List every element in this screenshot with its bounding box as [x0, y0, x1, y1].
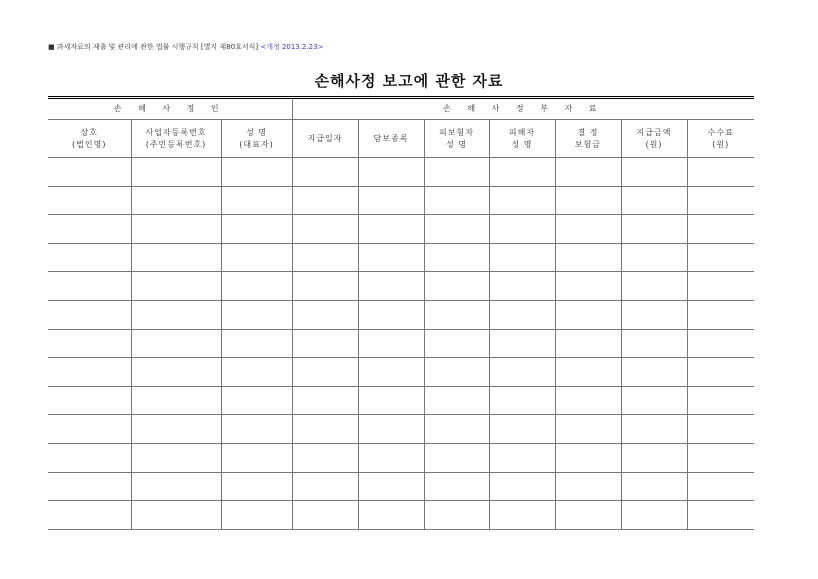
table-cell[interactable]	[221, 329, 292, 358]
table-cell[interactable]	[221, 386, 292, 415]
table-cell[interactable]	[621, 501, 687, 530]
table-row	[48, 243, 754, 272]
table-row	[48, 215, 754, 244]
table-cell[interactable]	[489, 358, 555, 387]
regulation-reference: 과세자료의 제출 및 관리에 관한 법률 시행규칙 [별지 제80호서식]	[56, 43, 259, 51]
table-cell[interactable]	[424, 272, 489, 301]
table-cell[interactable]	[621, 272, 687, 301]
column-header-line2: (주민등록번호)	[145, 139, 207, 149]
table-cell[interactable]	[131, 358, 221, 387]
table-cell[interactable]	[131, 501, 221, 530]
table-cell[interactable]	[621, 443, 687, 472]
table-cell[interactable]	[358, 472, 424, 501]
table-cell[interactable]	[221, 501, 292, 530]
column-header-line1: 피해자	[508, 127, 536, 137]
table-cell[interactable]	[358, 158, 424, 187]
table-cell[interactable]	[48, 158, 131, 187]
column-header-line2: 성 명	[511, 139, 533, 149]
table-row	[48, 501, 754, 530]
table-cell[interactable]	[221, 186, 292, 215]
column-header-line1: 상호	[80, 127, 98, 137]
table-cell[interactable]	[221, 158, 292, 187]
table-cell[interactable]	[424, 300, 489, 329]
table-body	[48, 158, 754, 530]
table-cell[interactable]	[221, 243, 292, 272]
table-cell[interactable]	[621, 472, 687, 501]
table-cell[interactable]	[221, 272, 292, 301]
table-cell[interactable]	[489, 186, 555, 215]
column-header-line2: 보험금	[574, 139, 602, 149]
table-cell[interactable]	[358, 329, 424, 358]
table-cell[interactable]	[292, 186, 358, 215]
column-header	[292, 120, 358, 158]
table-cell[interactable]	[424, 243, 489, 272]
table-cell[interactable]	[621, 415, 687, 444]
table-row	[48, 358, 754, 387]
column-header-line1: 수수료	[707, 127, 734, 137]
group-header-row	[48, 98, 754, 120]
table-cell[interactable]	[687, 443, 754, 472]
form-reference-note	[48, 42, 323, 52]
table-cell[interactable]	[621, 158, 687, 187]
table-cell[interactable]	[621, 386, 687, 415]
table-cell[interactable]	[555, 300, 621, 329]
form-title: 손해사정 보고에 관한 자료	[314, 72, 504, 90]
table-cell[interactable]	[687, 300, 754, 329]
table-row	[48, 158, 754, 187]
table-cell[interactable]	[687, 158, 754, 187]
column-header	[489, 120, 555, 158]
bullet-square-icon: ■	[48, 43, 55, 51]
table-cell[interactable]	[424, 215, 489, 244]
table-cell[interactable]	[424, 158, 489, 187]
table-cell[interactable]	[489, 415, 555, 444]
table-cell[interactable]	[292, 443, 358, 472]
table-cell[interactable]	[131, 386, 221, 415]
column-header-line2: (원)	[645, 139, 663, 149]
table-cell[interactable]	[358, 215, 424, 244]
table-cell[interactable]	[489, 215, 555, 244]
column-header-row	[48, 120, 754, 158]
table-cell[interactable]	[358, 415, 424, 444]
table-cell[interactable]	[358, 501, 424, 530]
table-cell[interactable]	[131, 272, 221, 301]
table-cell[interactable]	[221, 358, 292, 387]
table-cell[interactable]	[489, 443, 555, 472]
column-header	[131, 120, 221, 158]
column-header-line1: 사업자등록번호	[145, 127, 207, 137]
table-cell[interactable]	[555, 272, 621, 301]
table-cell[interactable]	[221, 443, 292, 472]
table-cell[interactable]	[292, 358, 358, 387]
table-cell[interactable]	[131, 186, 221, 215]
table-cell[interactable]	[48, 358, 131, 387]
table-cell[interactable]	[424, 472, 489, 501]
table-cell[interactable]	[687, 472, 754, 501]
table-cell[interactable]	[555, 215, 621, 244]
table-cell[interactable]	[424, 501, 489, 530]
column-header-line2: (대표자)	[239, 139, 274, 149]
table-cell[interactable]	[131, 415, 221, 444]
table-row	[48, 472, 754, 501]
loss-adjustment-report-table	[48, 96, 754, 530]
table-cell[interactable]	[555, 472, 621, 501]
table-cell[interactable]	[687, 415, 754, 444]
table-cell[interactable]	[489, 329, 555, 358]
table-cell[interactable]	[221, 215, 292, 244]
table-cell[interactable]	[292, 215, 358, 244]
table-cell[interactable]	[424, 358, 489, 387]
table-cell[interactable]	[48, 300, 131, 329]
table-cell[interactable]	[358, 186, 424, 215]
table-cell[interactable]	[292, 243, 358, 272]
table-row	[48, 186, 754, 215]
table-cell[interactable]	[131, 472, 221, 501]
table-cell[interactable]	[687, 243, 754, 272]
table-cell[interactable]	[292, 300, 358, 329]
table-row	[48, 272, 754, 301]
table-cell[interactable]	[489, 272, 555, 301]
column-header	[221, 120, 292, 158]
table-cell[interactable]	[358, 386, 424, 415]
table-cell[interactable]	[555, 158, 621, 187]
column-header	[48, 120, 131, 158]
table-cell[interactable]	[358, 272, 424, 301]
table-cell[interactable]	[555, 386, 621, 415]
column-header-line1: 담보종목	[373, 133, 409, 143]
table-cell[interactable]	[424, 186, 489, 215]
table-cell[interactable]	[358, 443, 424, 472]
column-header-line2: 성 명	[446, 139, 467, 149]
table-cell[interactable]	[131, 329, 221, 358]
table-cell[interactable]	[555, 329, 621, 358]
group-header-loss-adjuster: 손 해 사 정 인	[48, 98, 292, 120]
table-row	[48, 329, 754, 358]
table-cell[interactable]	[48, 329, 131, 358]
table-cell[interactable]	[292, 501, 358, 530]
table-cell[interactable]	[131, 215, 221, 244]
group-header-adjustment-data: 손 해 사 정 부 자 료	[292, 98, 754, 120]
column-header	[687, 120, 754, 158]
table-cell[interactable]	[358, 358, 424, 387]
table-cell[interactable]	[48, 272, 131, 301]
column-header-line1: 지급일자	[307, 133, 343, 143]
table-cell[interactable]	[131, 243, 221, 272]
table-row	[48, 415, 754, 444]
table-cell[interactable]	[687, 329, 754, 358]
column-header	[358, 120, 424, 158]
table-cell[interactable]	[687, 215, 754, 244]
table-cell[interactable]	[48, 386, 131, 415]
table-cell[interactable]	[489, 472, 555, 501]
table-cell[interactable]	[358, 243, 424, 272]
table-cell[interactable]	[48, 415, 131, 444]
table-cell[interactable]	[48, 186, 131, 215]
table-cell[interactable]	[424, 415, 489, 444]
column-header-line1: 피보험자	[439, 127, 474, 137]
table-cell[interactable]	[489, 243, 555, 272]
table-row	[48, 443, 754, 472]
table-cell[interactable]	[131, 443, 221, 472]
table-cell[interactable]	[292, 158, 358, 187]
table-cell[interactable]	[48, 443, 131, 472]
table-cell[interactable]	[48, 501, 131, 530]
table-cell[interactable]	[48, 472, 131, 501]
table-cell[interactable]	[621, 215, 687, 244]
table-cell[interactable]	[555, 501, 621, 530]
table-cell[interactable]	[292, 272, 358, 301]
table-row	[48, 386, 754, 415]
table-cell[interactable]	[48, 243, 131, 272]
table-cell[interactable]	[292, 472, 358, 501]
column-header-line2: (원)	[712, 139, 730, 149]
table-cell[interactable]	[621, 300, 687, 329]
table-cell[interactable]	[621, 358, 687, 387]
column-header-line1: 결 정	[577, 127, 599, 137]
table-cell[interactable]	[221, 472, 292, 501]
table-cell[interactable]	[292, 386, 358, 415]
table-cell[interactable]	[131, 300, 221, 329]
table-cell[interactable]	[489, 386, 555, 415]
table-cell[interactable]	[687, 358, 754, 387]
table-cell[interactable]	[489, 158, 555, 187]
table-cell[interactable]	[555, 443, 621, 472]
table-cell[interactable]	[358, 300, 424, 329]
table-cell[interactable]	[555, 186, 621, 215]
table-cell[interactable]	[424, 386, 489, 415]
table-cell[interactable]	[621, 329, 687, 358]
table-cell[interactable]	[221, 300, 292, 329]
table-cell[interactable]	[687, 186, 754, 215]
column-header-line1: 지급금액	[636, 127, 672, 137]
column-header	[555, 120, 621, 158]
table-cell[interactable]	[687, 386, 754, 415]
table-cell[interactable]	[48, 215, 131, 244]
table-cell[interactable]	[292, 415, 358, 444]
table-row	[48, 300, 754, 329]
table-cell[interactable]	[555, 358, 621, 387]
table-cell[interactable]	[489, 300, 555, 329]
revision-note: <개정 2013.2.23>	[260, 43, 324, 51]
column-header-line1: 성 명	[246, 127, 267, 137]
table-cell[interactable]	[555, 243, 621, 272]
table-cell[interactable]	[489, 501, 555, 530]
column-header-line2: (법인명)	[72, 139, 107, 149]
table-cell[interactable]	[687, 501, 754, 530]
table-cell[interactable]	[131, 158, 221, 187]
table-cell[interactable]	[292, 329, 358, 358]
table-cell[interactable]	[687, 272, 754, 301]
column-header	[621, 120, 687, 158]
column-header	[424, 120, 489, 158]
table-cell[interactable]	[621, 243, 687, 272]
table-cell[interactable]	[424, 443, 489, 472]
table-cell[interactable]	[221, 415, 292, 444]
table-cell[interactable]	[424, 329, 489, 358]
table-cell[interactable]	[555, 415, 621, 444]
table-cell[interactable]	[621, 186, 687, 215]
